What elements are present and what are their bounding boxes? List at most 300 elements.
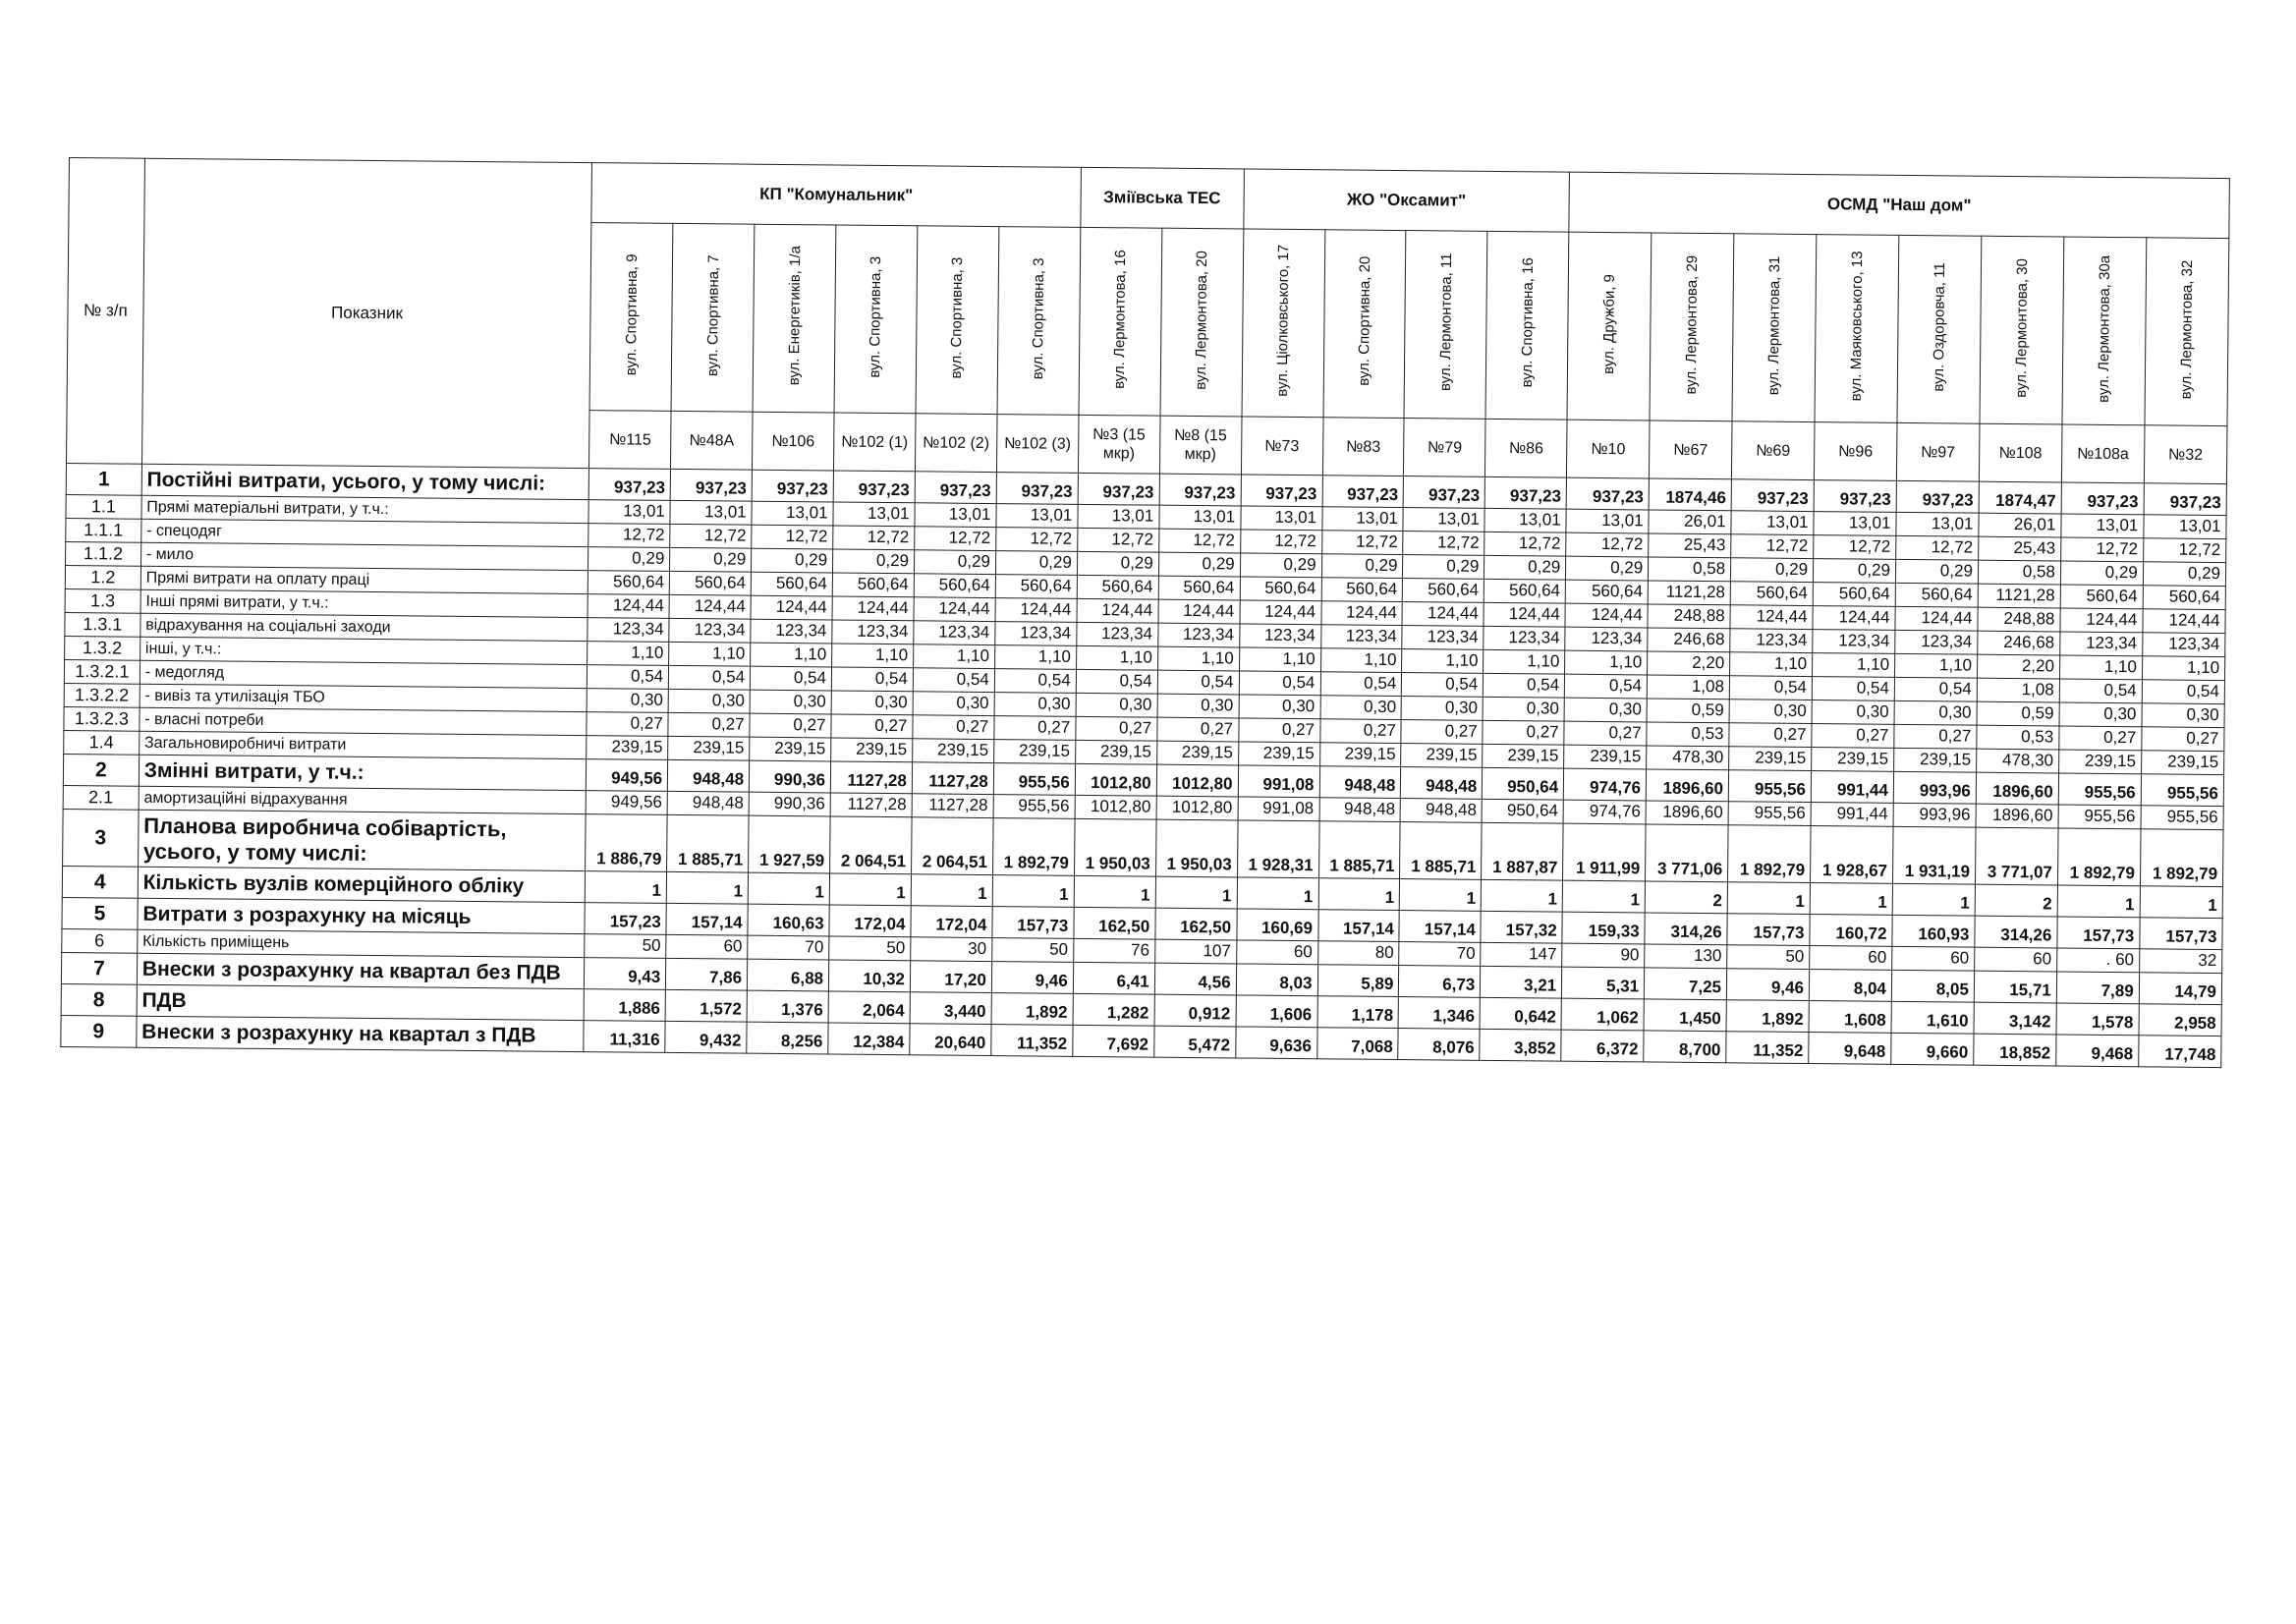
- table-cell: 937,23: [1241, 475, 1322, 507]
- table-cell: 13,01: [1403, 508, 1484, 532]
- building-number-header: №79: [1404, 419, 1485, 477]
- table-cell: 17,20: [910, 961, 991, 993]
- table-cell: 12,72: [670, 524, 752, 548]
- table-cell: 6,372: [1561, 1030, 1644, 1062]
- table-cell: 13,01: [1566, 509, 1649, 533]
- table-cell: 314,26: [1975, 916, 2057, 948]
- table-cell: 12,72: [833, 526, 915, 550]
- table-cell: 993,96: [1893, 803, 1976, 827]
- table-cell: 9,660: [1891, 1033, 1974, 1065]
- table-cell: 0,30: [1157, 694, 1239, 718]
- table-cell: 1,10: [1402, 649, 1484, 674]
- table-cell: 0,54: [1320, 672, 1402, 697]
- table-cell: 124,44: [1240, 600, 1321, 625]
- table-cell: 13,01: [1484, 508, 1566, 532]
- table-cell: 1: [748, 872, 829, 905]
- table-cell: 0,27: [668, 712, 750, 737]
- table-cell: 0,29: [1484, 555, 1566, 580]
- table-cell: 974,76: [1564, 768, 1647, 801]
- table-cell: 15,71: [1974, 971, 2056, 1003]
- table-cell: 13,01: [588, 500, 670, 525]
- table-cell: 0,30: [994, 693, 1076, 717]
- table-cell: 60: [1975, 947, 2057, 972]
- table-cell: 1,10: [1239, 647, 1320, 672]
- table-cell: 124,44: [995, 598, 1077, 623]
- table-cell: 1 885,71: [667, 814, 749, 872]
- street-address-label: вул. Лермонтова, 32: [2177, 259, 2196, 400]
- table-cell: 0,30: [587, 689, 668, 713]
- table-cell: 0,54: [2059, 679, 2142, 703]
- table-cell: 157,14: [1317, 910, 1399, 942]
- table-cell: 314,26: [1645, 913, 1727, 945]
- table-cell: 560,64: [1565, 580, 1648, 604]
- table-cell: 157,32: [1481, 911, 1562, 943]
- table-cell: 5,31: [1562, 967, 1645, 999]
- street-address-label: вул. Спортивна, 16: [1518, 257, 1537, 388]
- table-cell: 1: [1318, 878, 1400, 911]
- table-cell: 560,64: [751, 572, 832, 596]
- table-cell: 0,30: [1483, 697, 1564, 721]
- row-number: 8: [61, 983, 137, 1016]
- table-cell: 1,376: [747, 990, 828, 1023]
- table-cell: 560,64: [832, 573, 914, 597]
- table-cell: 13,01: [1731, 511, 1814, 535]
- table-cell: 13,01: [2061, 514, 2144, 538]
- table-cell: 991,44: [1811, 771, 1893, 804]
- table-cell: 124,44: [751, 595, 832, 620]
- table-cell: 1: [2140, 886, 2223, 919]
- table-cell: 991,44: [1811, 803, 1893, 827]
- table-cell: 0,54: [669, 665, 751, 690]
- table-cell: 239,15: [831, 738, 913, 762]
- row-label: інші, у т.ч.:: [140, 637, 588, 664]
- table-cell: 937,23: [1078, 473, 1159, 505]
- table-cell: 20,640: [910, 1024, 991, 1056]
- row-label: Змінні витрати, у т.ч.:: [139, 755, 587, 790]
- street-address-header: [1079, 227, 1162, 416]
- table-cell: 124,44: [1484, 602, 1565, 627]
- table-cell: 0,29: [1158, 552, 1240, 577]
- row-label: амортизаційні відрахування: [139, 786, 587, 813]
- table-cell: 1,10: [1320, 648, 1402, 673]
- table-cell: 1 950,03: [1074, 818, 1155, 876]
- table-cell: 0,27: [1812, 724, 1894, 749]
- table-cell: 50: [585, 934, 666, 959]
- table-cell: 0,54: [1076, 669, 1157, 694]
- table-cell: 560,64: [1158, 576, 1240, 600]
- table-cell: 162,50: [1074, 907, 1155, 939]
- table-cell: 0,54: [1894, 677, 1977, 701]
- table-cell: 1: [2057, 885, 2140, 918]
- table-cell: 60: [1236, 940, 1317, 965]
- table-cell: 937,23: [1566, 477, 1649, 510]
- row-label: - спецодяг: [141, 519, 589, 546]
- table-cell: 239,15: [587, 736, 668, 760]
- table-cell: 0,59: [1647, 699, 1729, 723]
- table-cell: 0,29: [670, 547, 752, 572]
- row-label: - вивіз та утилізація ТБО: [140, 684, 588, 711]
- table-cell: 1: [1892, 883, 1975, 916]
- table-cell: 172,04: [829, 905, 911, 937]
- table-cell: 3,852: [1480, 1029, 1561, 1061]
- table-cell: 8,256: [747, 1022, 828, 1054]
- table-cell: 12,72: [1814, 535, 1896, 560]
- table-cell: 130: [1645, 944, 1727, 969]
- street-address-label: вул. Спортивна, 3: [1030, 257, 1048, 379]
- table-cell: 0,29: [588, 547, 670, 572]
- table-cell: 560,64: [1484, 579, 1566, 603]
- street-address-header: [1567, 232, 1652, 420]
- table-cell: 948,48: [1319, 766, 1401, 799]
- table-cell: 0,27: [1729, 723, 1812, 748]
- table-cell: 124,44: [1402, 602, 1484, 627]
- table-cell: 246,68: [1978, 631, 2060, 655]
- row-number: 1.1.2: [66, 541, 141, 566]
- table-cell: 246,68: [1648, 628, 1730, 652]
- table-cell: 990,36: [749, 760, 830, 793]
- row-number: 1.2: [65, 565, 140, 589]
- table-cell: 560,64: [2143, 586, 2225, 610]
- table-cell: 1,346: [1398, 997, 1480, 1030]
- row-label: Витрати з розрахунку на місяць: [138, 898, 586, 933]
- table-cell: 0,54: [913, 668, 994, 693]
- table-cell: 955,56: [2141, 774, 2224, 807]
- table-cell: 123,34: [1077, 622, 1158, 646]
- row-number: 1.1: [66, 494, 141, 519]
- table-cell: 1 892,79: [2140, 829, 2223, 887]
- table-cell: 123,34: [995, 622, 1077, 646]
- table-cell: 1,578: [2056, 1003, 2139, 1036]
- table-cell: 0,30: [1894, 700, 1977, 725]
- table-cell: 0,27: [2059, 726, 2142, 751]
- table-cell: 12,72: [1896, 535, 1979, 560]
- table-cell: 157,73: [2057, 917, 2140, 949]
- table-cell: 160,72: [1810, 915, 1892, 947]
- table-cell: 0,27: [1238, 718, 1319, 743]
- table-cell: 123,34: [1239, 624, 1320, 648]
- table-cell: 1,10: [832, 644, 914, 668]
- building-number-header: №102 (2): [915, 414, 996, 473]
- table-cell: 1 886,79: [586, 814, 667, 872]
- street-address-label: вул. Лермонтова, 11: [1436, 252, 1455, 392]
- table-cell: 13,01: [1159, 505, 1241, 530]
- table-cell: 560,64: [669, 571, 751, 595]
- table-cell: 0,59: [1977, 701, 2059, 726]
- table-cell: 9,46: [1726, 969, 1809, 1001]
- table-cell: 30: [911, 937, 992, 962]
- table-cell: 955,56: [2058, 805, 2141, 829]
- table-cell: 13,01: [833, 502, 915, 527]
- table-cell: 25,43: [1649, 533, 1731, 558]
- table-cell: 0,54: [1565, 674, 1648, 699]
- header-row-groups: [69, 158, 2229, 239]
- table-cell: 9,468: [2056, 1035, 2139, 1067]
- street-address-label: вул. Лермонтова, 20: [1192, 250, 1211, 390]
- table-cell: 8,05: [1891, 970, 1974, 1002]
- table-cell: 955,56: [2141, 806, 2223, 830]
- street-address-header: [834, 225, 918, 414]
- table-cell: 123,34: [832, 620, 914, 644]
- table-cell: 239,15: [1564, 745, 1647, 769]
- table-cell: 3 771,07: [1975, 827, 2057, 885]
- table-cell: 124,44: [914, 597, 995, 622]
- table-cell: 0,30: [750, 690, 831, 714]
- table-cell: 937,23: [588, 469, 670, 501]
- row-label: Постійні витрати, усього, у тому числі:: [141, 464, 589, 499]
- table-cell: 949,56: [587, 759, 668, 792]
- table-cell: 1: [1482, 879, 1563, 912]
- table-cell: 5,472: [1153, 1026, 1235, 1058]
- row-number: 4: [62, 866, 138, 898]
- street-address-label: вул. Лермонтова, 29: [1682, 254, 1702, 395]
- table-cell: 13,01: [1321, 507, 1403, 532]
- table-cell: 1: [586, 871, 667, 904]
- cost-table: [60, 157, 2230, 1068]
- table-cell: 0,54: [750, 666, 831, 691]
- street-address-header: [671, 223, 755, 412]
- row-label: Прямі матеріальні витрати, у т.ч.:: [141, 495, 589, 523]
- table-cell: 124,44: [1813, 606, 1895, 631]
- table-cell: 560,64: [1895, 583, 1978, 607]
- table-cell: 0,54: [1402, 673, 1484, 698]
- table-cell: 123,34: [1730, 629, 1813, 653]
- table-cell: 0,53: [1977, 725, 2059, 750]
- table-cell: 1127,28: [912, 794, 993, 818]
- table-cell: 239,15: [1894, 748, 1977, 772]
- table-cell: 7,86: [666, 958, 748, 990]
- table-cell: 9,648: [1809, 1033, 1891, 1065]
- table-cell: 9,46: [991, 962, 1073, 994]
- row-number: 3: [63, 809, 139, 867]
- table-body: [61, 463, 2227, 1067]
- table-cell: 239,15: [913, 739, 994, 763]
- table-cell: 0,27: [1319, 719, 1401, 744]
- table-cell: 60: [666, 934, 748, 959]
- table-cell: 948,48: [1401, 767, 1483, 800]
- table-cell: 478,30: [1647, 746, 1729, 770]
- street-address-header: [1897, 235, 1982, 423]
- table-cell: 937,23: [2061, 482, 2144, 515]
- table-cell: 7,25: [1645, 968, 1727, 1000]
- table-cell: 124,44: [1565, 603, 1648, 628]
- row-number: 2: [63, 754, 139, 786]
- table-cell: 9,43: [585, 958, 666, 990]
- table-cell: 1,10: [2142, 656, 2224, 681]
- table-cell: 12,72: [752, 525, 833, 549]
- table-cell: 937,23: [1896, 480, 1979, 513]
- table-cell: 1 885,71: [1318, 821, 1400, 879]
- table-cell: 478,30: [1976, 749, 2058, 773]
- table-cell: 0,30: [668, 689, 750, 713]
- table-cell: 974,76: [1563, 800, 1646, 824]
- table-cell: 0,54: [994, 669, 1076, 694]
- table-cell: 12,384: [828, 1023, 910, 1055]
- table-cell: 2,20: [1977, 654, 2059, 679]
- table-cell: 937,23: [2144, 483, 2227, 516]
- street-address-header: [916, 226, 999, 415]
- table-cell: 1,10: [1565, 650, 1648, 675]
- table-cell: 560,64: [914, 574, 995, 598]
- table-cell: 12,72: [2143, 538, 2225, 563]
- table-cell: 0,58: [1978, 560, 2060, 585]
- table-cell: 560,64: [1321, 578, 1403, 602]
- table-cell: 8,700: [1644, 1031, 1726, 1063]
- table-cell: 1,606: [1236, 995, 1317, 1028]
- row-label: Планова виробнича собівартість, усього, у тому числі:: [138, 810, 586, 870]
- table-header: [67, 158, 2230, 484]
- table-cell: 12,72: [1077, 528, 1158, 552]
- table-cell: 991,08: [1238, 797, 1319, 821]
- table-cell: 560,64: [1240, 577, 1321, 601]
- row-number: 1.3: [65, 588, 140, 613]
- table-cell: 955,56: [1728, 770, 1811, 803]
- street-address-header: [997, 227, 1081, 416]
- table-cell: 50: [829, 936, 911, 961]
- table-cell: 3,21: [1481, 966, 1562, 998]
- table-cell: 7,89: [2056, 972, 2139, 1004]
- row-number: 2.1: [63, 785, 139, 810]
- table-cell: 0,912: [1154, 994, 1236, 1027]
- table-cell: 1 931,19: [1892, 826, 1975, 884]
- street-address-header: [1980, 236, 2064, 424]
- table-cell: 2,20: [1648, 651, 1730, 676]
- table-cell: 0,54: [2142, 680, 2224, 704]
- table-cell: 13,01: [670, 500, 752, 525]
- table-cell: 0,27: [2142, 727, 2224, 752]
- table-cell: 239,15: [2058, 750, 2141, 774]
- building-number-header: №108: [1979, 423, 2062, 482]
- table-cell: 0,29: [995, 551, 1077, 576]
- table-cell: 10,32: [828, 960, 910, 992]
- table-cell: 239,15: [750, 737, 831, 761]
- table-cell: 25,43: [1979, 536, 2061, 561]
- table-cell: 1012,80: [1156, 796, 1238, 820]
- building-number-header: №8 (15 мкр): [1159, 416, 1241, 475]
- table-cell: 7,068: [1316, 1028, 1398, 1060]
- row-number: 1.3.2.3: [64, 706, 140, 731]
- street-address-header: [1815, 235, 1899, 423]
- building-number-header: №108а: [2061, 424, 2145, 483]
- table-cell: 937,23: [915, 472, 996, 504]
- group-header: ОСМД "Наш дом": [1569, 172, 2229, 238]
- table-cell: 12,72: [588, 524, 670, 548]
- row-number: 5: [62, 897, 138, 929]
- table-cell: 1,10: [1076, 645, 1157, 670]
- table-cell: 1,282: [1073, 993, 1154, 1026]
- row-number: 6: [62, 928, 138, 953]
- row-label: - мило: [140, 542, 588, 570]
- row-number: 1.3.2.1: [64, 659, 140, 684]
- table-cell: 1 892,79: [992, 818, 1074, 876]
- table-cell: 157,14: [666, 903, 748, 935]
- table-cell: 937,23: [1404, 476, 1485, 509]
- table-cell: 0,30: [1564, 698, 1647, 722]
- table-cell: 1,10: [588, 642, 669, 666]
- table-cell: 107: [1154, 939, 1236, 964]
- table-cell: 13,01: [996, 504, 1078, 529]
- table-cell: 0,27: [1401, 720, 1483, 745]
- table-cell: 1: [1727, 882, 1810, 915]
- table-cell: 0,30: [1401, 697, 1483, 721]
- table-cell: 8,03: [1236, 964, 1317, 996]
- table-cell: 1896,60: [1646, 801, 1728, 825]
- table-cell: 0,27: [831, 714, 913, 739]
- column-header-no: № з/п: [67, 158, 145, 465]
- table-cell: 1,10: [1813, 653, 1895, 678]
- group-header: КП "Комунальник": [591, 163, 1081, 228]
- table-cell: 1,10: [1157, 646, 1239, 671]
- table-cell: 0,29: [1813, 559, 1895, 584]
- table-cell: 157,73: [992, 907, 1074, 939]
- street-address-header: [1323, 230, 1407, 419]
- table-cell: 239,15: [1319, 743, 1401, 767]
- table-cell: 0,27: [1157, 717, 1239, 742]
- table-cell: 1,608: [1809, 1001, 1891, 1034]
- table-cell: 0,30: [1076, 693, 1157, 717]
- table-cell: 1896,60: [1976, 772, 2058, 805]
- table-cell: 13,01: [1078, 504, 1159, 529]
- table-cell: 60: [1810, 946, 1892, 971]
- street-address-header: [753, 224, 836, 413]
- building-number-header: №86: [1485, 419, 1567, 477]
- table-cell: 0,30: [2142, 703, 2224, 728]
- table-cell: 123,34: [1157, 623, 1239, 647]
- table-cell: 1,10: [669, 642, 751, 666]
- table-cell: 4,56: [1154, 963, 1236, 995]
- table-cell: 1 950,03: [1155, 819, 1237, 877]
- table-cell: 990,36: [749, 792, 830, 816]
- street-address-label: вул. Спортивна, 9: [622, 253, 641, 375]
- table-cell: 1,10: [1894, 653, 1977, 678]
- table-cell: 937,23: [670, 469, 752, 501]
- table-cell: 1,062: [1561, 998, 1644, 1031]
- street-address-header: [589, 223, 673, 412]
- table-cell: 8,04: [1809, 970, 1891, 1002]
- table-cell: 1: [1562, 880, 1645, 913]
- table-cell: 560,64: [588, 571, 670, 595]
- table-cell: 123,34: [1565, 627, 1648, 651]
- table-cell: 157,73: [1727, 914, 1810, 946]
- building-number-header: №83: [1322, 418, 1404, 476]
- row-number: 1.3.2.2: [64, 683, 140, 707]
- table-cell: 1,10: [751, 643, 832, 667]
- table-cell: 17,748: [2138, 1036, 2221, 1068]
- building-number-header: №10: [1567, 420, 1651, 478]
- table-cell: 50: [1727, 945, 1810, 970]
- table-cell: 0,27: [1564, 721, 1647, 746]
- table-cell: 1 927,59: [749, 815, 830, 873]
- table-cell: 12,72: [2060, 537, 2143, 562]
- table-cell: 124,44: [2143, 609, 2225, 634]
- table-cell: 0,29: [1895, 559, 1978, 584]
- table-cell: 937,23: [1484, 476, 1566, 509]
- table-cell: 955,56: [993, 795, 1075, 819]
- table-cell: 1: [992, 875, 1074, 908]
- row-number: 1.1.1: [66, 518, 141, 542]
- street-address-header: [2145, 238, 2229, 426]
- table-cell: 560,64: [995, 575, 1077, 599]
- table-cell: 248,88: [1648, 604, 1730, 629]
- table-cell: 12,72: [996, 528, 1078, 552]
- table-cell: 1 885,71: [1400, 822, 1482, 880]
- row-label: Прямі витрати на оплату праці: [140, 566, 588, 593]
- street-address-label: вул. Спортивна, 3: [948, 256, 967, 379]
- street-address-header: [1242, 229, 1325, 418]
- table-cell: 937,23: [996, 473, 1078, 505]
- table-cell: 9,636: [1235, 1027, 1316, 1059]
- table-cell: 0,30: [1239, 695, 1320, 719]
- table-cell: 157,73: [2140, 918, 2223, 950]
